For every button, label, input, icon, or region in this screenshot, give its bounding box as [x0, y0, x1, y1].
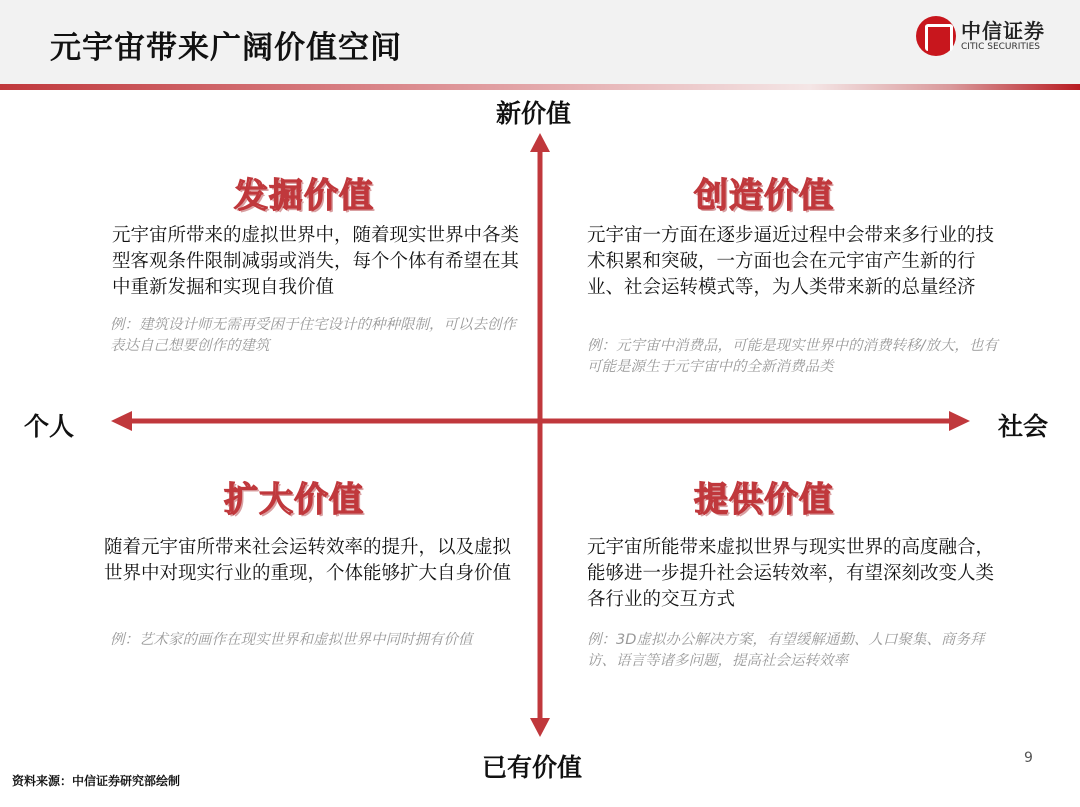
arrow-up-icon — [530, 133, 550, 152]
axis-label-bottom: 已有价值 — [482, 753, 583, 782]
quadrant-title-expand: 扩大价值 — [224, 480, 364, 520]
arrow-right-icon — [949, 411, 970, 431]
quadrant-title-create: 创造价值 — [694, 176, 834, 216]
horizontal-axis — [128, 419, 954, 424]
axis-label-left: 个人 — [24, 412, 75, 441]
quadrant-title-discover: 发掘价值 — [234, 176, 374, 216]
axis-label-top: 新价值 — [496, 99, 572, 128]
quadrant-title-provide: 提供价值 — [694, 480, 834, 520]
quadrant-example-discover: 例：建筑设计师无需再受困于住宅设计的种种限制，可以去创作表达自己想要创作的建筑 — [110, 317, 516, 354]
page-title: 元宇宙带来广阔价值空间 — [50, 30, 402, 66]
page-number: 9 — [1024, 750, 1033, 766]
quadrant-example-provide: 例：3D虚拟办公解决方案，有望缓解通勤、人口聚集、商务拜访、语言等诸多问题，提高社会运转效率 — [587, 632, 985, 669]
quadrant-body-expand: 随着元宇宙所带来社会运转效率的提升，以及虚拟世界中对现实行业的重现，个体能够扩大自身价值 — [104, 537, 512, 584]
quadrant-body-discover: 元宇宙所带来的虚拟世界中，随着现实世界中各类型客观条件限制减弱或消失，每个个体有希望在其中重新发掘和实现自我价值 — [112, 225, 520, 298]
logo-en: CITIC SECURITIES — [961, 41, 1040, 52]
quadrant-example-expand: 例：艺术家的画作在现实世界和虚拟世界中同时拥有价值 — [110, 632, 473, 648]
arrow-left-icon — [111, 411, 132, 431]
quadrant-body-create: 元宇宙一方面在逐步逼近过程中会带来多行业的技术积累和突破，一方面也会在元宇宙产生新的行业、社会运转模式等，为人类带来新的总量经济 — [587, 225, 995, 298]
source-note: 资料来源：中信证券研究部绘制 — [12, 774, 181, 788]
logo-cn: 中信证券 — [961, 18, 1045, 43]
arrow-down-icon — [530, 718, 550, 737]
quadrant-body-provide: 元宇宙所能带来虚拟世界与现实世界的高度融合，能够进一步提升社会运转效率，有望深刻改变人类各行业的交互方式 — [587, 537, 995, 610]
axis-label-right: 社会 — [998, 412, 1049, 441]
vertical-axis — [538, 148, 543, 722]
quadrant-example-create: 例：元宇宙中消费品，可能是现实世界中的消费转移/放大，也有可能是源生于元宇宙中的全新消费品类 — [587, 338, 998, 375]
